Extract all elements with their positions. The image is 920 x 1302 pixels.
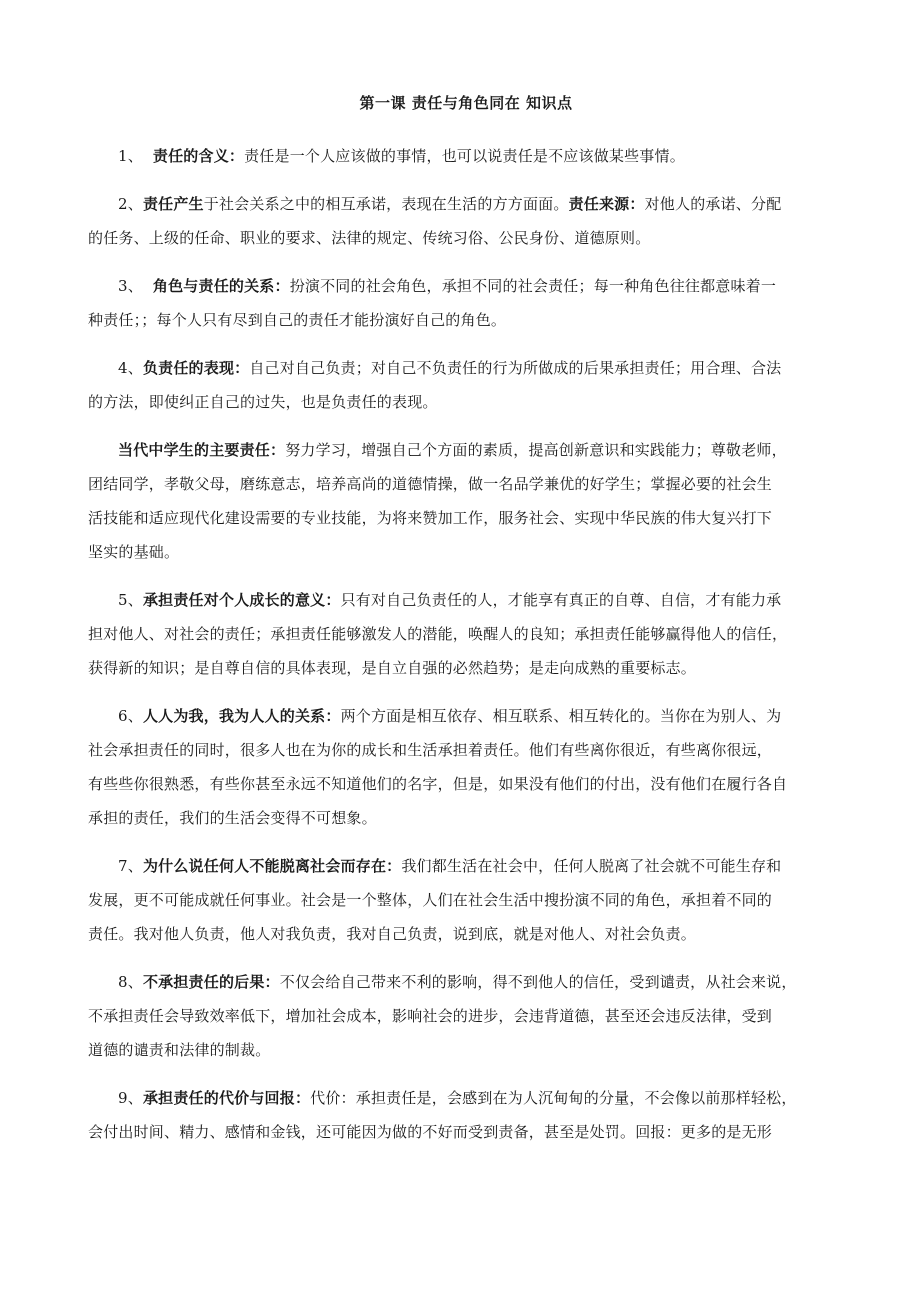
paragraph-line bbox=[88, 965, 830, 999]
body-text: 承担的责任，我们的生活会变得不可想象。 bbox=[88, 809, 377, 827]
paragraph-line bbox=[88, 651, 830, 685]
term-heading: 责任的含义： bbox=[152, 147, 245, 165]
paragraph-line bbox=[88, 699, 830, 733]
item-number: 1、 bbox=[118, 147, 143, 165]
paragraph-line bbox=[88, 433, 830, 467]
paragraph-p9 bbox=[88, 1081, 830, 1149]
paragraph-p4 bbox=[88, 351, 830, 419]
item-number: 8、 bbox=[118, 973, 143, 991]
body-text: 于社会关系之中的相互承诺，表现在生活的方方面面。 bbox=[203, 195, 569, 213]
body-text: 代价：承担责任是，会感到在为人沉甸甸的分量，不会像以前那样轻松， bbox=[310, 1089, 797, 1107]
body-text: 不承担责任会导致效率低下，增加社会成本，影响社会的进步，会违背道德，甚至还会违反法律，受到 bbox=[88, 1007, 773, 1025]
page-title: 第一课 责任与角色同在 知识点 bbox=[359, 94, 573, 112]
paragraph-p8 bbox=[88, 965, 830, 1067]
term-heading: 不承担责任的后果： bbox=[142, 973, 280, 991]
paragraph-line bbox=[88, 221, 830, 255]
term-heading: 责任产生 bbox=[142, 195, 204, 213]
body-text: 两个方面是相互依存、相互联系、相互转化的。当你在为别人、为 bbox=[340, 707, 782, 725]
paragraph-line bbox=[88, 501, 830, 535]
paragraph-line bbox=[88, 1081, 830, 1115]
term-heading: 人人为我，我为人人的关系： bbox=[142, 707, 341, 725]
paragraph-line bbox=[88, 767, 830, 801]
paragraph-p1 bbox=[88, 139, 830, 173]
item-number-spacer bbox=[143, 147, 153, 165]
body-text: 道德的谴责和法律的制裁。 bbox=[88, 1041, 271, 1059]
body-text: 的方法，即使纠正自己的过失，也是负责任的表现。 bbox=[88, 393, 438, 411]
item-number: 4、 bbox=[118, 359, 143, 377]
paragraph-line bbox=[88, 999, 830, 1033]
body-text: 扮演不同的社会角色，承担不同的社会责任；每一种角色往往都意味着一 bbox=[289, 277, 777, 295]
body-text: 活技能和适应现代化建设需要的专业技能，为将来赞加工作，服务社会、实现中华民族的伟大复兴打下 bbox=[88, 509, 773, 527]
item-number: 6、 bbox=[118, 707, 143, 725]
paragraph-line bbox=[88, 801, 830, 835]
paragraph-line bbox=[88, 269, 830, 303]
term-heading: 承担责任对个人成长的意义： bbox=[142, 591, 341, 609]
paragraph-line bbox=[88, 617, 830, 651]
term-heading: 责任来源： bbox=[568, 195, 645, 213]
body-text: 的任务、上级的任命、职业的要求、法律的规定、传统习俗、公民身份、道德原则。 bbox=[88, 229, 651, 247]
body-text: 种责任；；每个人只有尽到自己的责任才能扮演好自己的角色。 bbox=[88, 311, 507, 329]
item-number: 3、 bbox=[118, 277, 143, 295]
body-text: 责任是一个人应该做的事情，也可以说责任是不应该做某些事情。 bbox=[244, 147, 685, 165]
paragraph-line bbox=[88, 733, 830, 767]
body-text: 担对他人、对社会的责任；承担责任能够激发人的潜能，唤醒人的良知；承担责任能够赢得他人的信任， bbox=[88, 625, 788, 643]
body-text: 团结同学，孝敬父母，磨练意志，培养高尚的道德情操，做一名品学兼优的好学生；掌握必要的社会生 bbox=[88, 475, 773, 493]
paragraph-line bbox=[88, 303, 830, 337]
paragraph-line bbox=[88, 883, 830, 917]
body-text: 获得新的知识；是自尊自信的具体表现，是自立自强的必然趋势；是走向成熟的重要标志。 bbox=[88, 659, 697, 677]
body-text: 自己对自己负责；对自己不负责任的行为所做成的后果承担责任；用合理、合法 bbox=[249, 359, 782, 377]
paragraph-p5 bbox=[88, 583, 830, 685]
body-text: 发展，更不可能成就任何事业。社会是一个整体，人们在社会生活中搜扮演不同的角色，承担着不同的 bbox=[88, 891, 773, 909]
body-text: 不仅会给自己带来不利的影响，得不到他人的信任，受到谴责，从社会来说， bbox=[279, 973, 797, 991]
paragraph-line bbox=[88, 351, 830, 385]
item-number: 7、 bbox=[118, 857, 143, 875]
body-text: 只有对自己负责任的人，才能享有真正的自尊、自信，才有能力承 bbox=[340, 591, 782, 609]
body-text: 对他人的承诺、分配 bbox=[644, 195, 782, 213]
term-heading: 角色与责任的关系： bbox=[152, 277, 290, 295]
paragraph-line bbox=[88, 917, 830, 951]
body-text: 有些些你很熟悉，有些你甚至永远不知道他们的名字，但是，如果没有他们的付出，没有他们在履行各自 bbox=[88, 775, 788, 793]
body-text: 我们都生活在社会中，任何人脱离了社会就不可能生存和 bbox=[401, 857, 782, 875]
body-text: 社会承担责任的同时，很多人也在为你的成长和生活承担着责任。他们有些离你很近，有些离你很远， bbox=[88, 741, 773, 759]
paragraph-line bbox=[88, 467, 830, 501]
paragraph-p4b bbox=[88, 433, 830, 569]
body-text: 坚实的基础。 bbox=[88, 543, 180, 561]
item-number: 2、 bbox=[118, 195, 143, 213]
paragraph-line bbox=[88, 187, 830, 221]
document-body bbox=[88, 139, 830, 1149]
paragraph-line bbox=[88, 849, 830, 883]
paragraph-line bbox=[88, 535, 830, 569]
body-text: 努力学习，增强自己个方面的素质，提高创新意识和实践能力；尊敬老师， bbox=[285, 441, 787, 459]
paragraph-line bbox=[88, 139, 830, 173]
term-heading: 承担责任的代价与回报： bbox=[142, 1089, 311, 1107]
term-heading: 当代中学生的主要责任： bbox=[118, 441, 286, 459]
paragraph-p7 bbox=[88, 849, 830, 951]
term-heading: 负责任的表现： bbox=[142, 359, 250, 377]
paragraph-p6 bbox=[88, 699, 830, 835]
paragraph-line bbox=[88, 1115, 830, 1149]
item-number-spacer bbox=[143, 277, 153, 295]
body-text: 会付出时间、精力、感情和金钱，还可能因为做的不好而受到责备，甚至是处罚。回报：更多的是无形 bbox=[88, 1123, 773, 1141]
paragraph-line bbox=[88, 1033, 830, 1067]
term-heading: 为什么说任何人不能脱离社会而存在： bbox=[142, 857, 402, 875]
paragraph-line bbox=[88, 583, 830, 617]
paragraph-line bbox=[88, 385, 830, 419]
item-number: 5、 bbox=[118, 591, 143, 609]
item-number: 9、 bbox=[118, 1089, 143, 1107]
paragraph-p3 bbox=[88, 269, 830, 337]
body-text: 责任。我对他人负责，他人对我负责，我对自己负责，说到底，就是对他人、对社会负责。 bbox=[88, 925, 697, 943]
paragraph-p2 bbox=[88, 187, 830, 255]
